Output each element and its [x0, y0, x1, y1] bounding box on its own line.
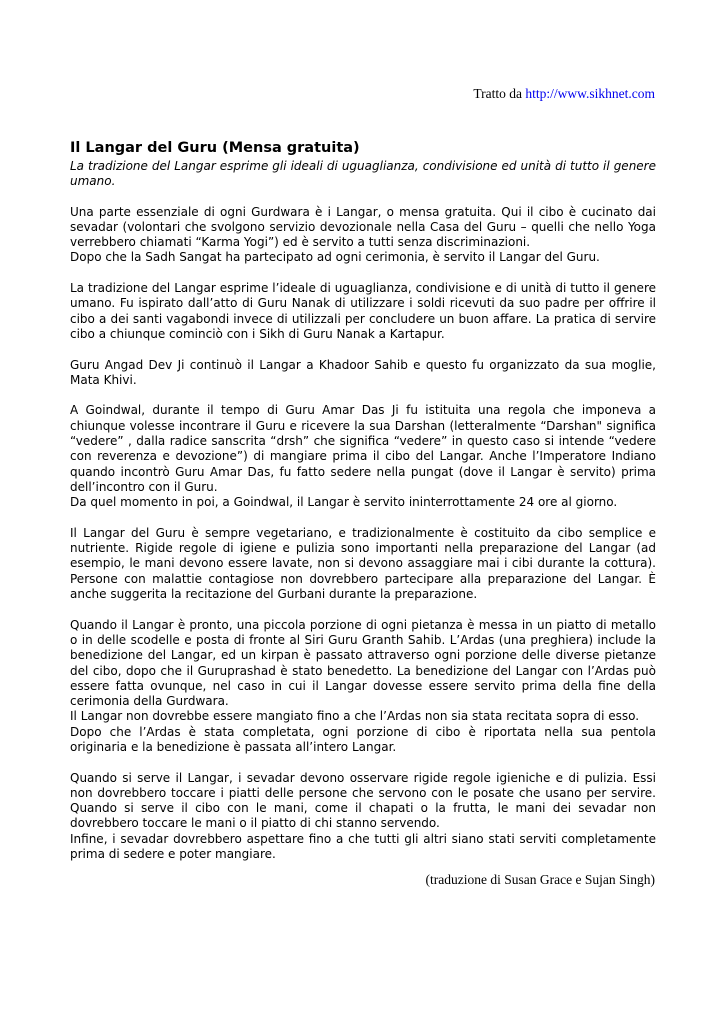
translation-credit: (traduzione di Susan Grace e Sujan Singh): [425, 872, 655, 887]
article-body: [70, 140, 656, 878]
paragraph: Quando il Langar è pronto, una piccola porzione di ogni pietanza è messa in un piatto di metallo o in delle scodelle e posta di fronte al Siri Guru Granth Sahib. L’Ardas (una preghiera) include la benedizione del Langar, ed un kirpan è passato attraverso ogni porzione delle diverse pietanze del cibo, dopo che il Guruprashad è stato benedetto. La benedizione del Langar con l’Ardas può essere fatta ovunque, nel caso in cui il Langar dovesse essere servito prima della fine della cerimonia della Gurdwara. Il Langar non dovrebbe essere mangiato fino a che l’Ardas non sia stata recitata sopra di esso. Dopo che l’Ardas è stata completata, ogni porzione di cibo è riportata nella sua pentola originaria e la benedizione è passata all’intero Langar.: [70, 617, 656, 754]
paragraph: Guru Angad Dev Ji continuò il Langar a Khadoor Sahib e questo fu organizzato da sua moglie, Mata Khivi.: [70, 357, 656, 387]
source-link[interactable]: http://www.sikhnet.com: [525, 86, 655, 101]
article-subtitle: La tradizione del Langar esprime gli ideali di uguaglianza, condivisione ed unità di tutto il genere umano.: [70, 159, 656, 189]
paragraph: Quando si serve il Langar, i sevadar devono osservare rigide regole igieniche e di pulizia. Essi non dovrebbero toccare i piatti delle persone che servono con le posate che usano per servire. Quando si serve il cibo con le mani, come il chapati o la frutta, le mani dei sevadar non dovrebbero toccare le mani o il piatto di chi stanno servendo. Infine, i sevadar dovrebbero aspettare fino a che tutti gli altri siano stati serviti completamente prima di sedere e poter mangiare.: [70, 770, 656, 862]
paragraph: A Goindwal, durante il tempo di Guru Amar Das Ji fu istituita una regola che imponeva a chiunque volesse incontrare il Guru e ricevere la sua Darshan (letteralmente “Darshan" significa “vedere” , dalla radice sanscrita “drsh” che significa “vedere” in questo caso si intende “vedere con reverenza e devozione”) di mangiare prima il cibo del Langar. Anche l’Imperatore Indiano quando incontrò Guru Amar Das, fu fatto sedere nella pungat (dove il Langar è servito) prima dell’incontro con il Guru. Da quel momento in poi, a Goindwal, il Langar è servito ininterrottamente 24 ore al giorno.: [70, 403, 656, 510]
source-line: [473, 86, 655, 102]
source-prefix: Tratto da: [473, 86, 526, 101]
paragraph: Una parte essenziale di ogni Gurdwara è i Langar, o mensa gratuita. Qui il cibo è cucinato dai sevadar (volontari che svolgono servizio devozionale nella Casa del Guru – quelli che nello Yoga verrebbero chiamati “Karma Yogi”) ed è servito a tutti senza discriminazioni. Dopo che la Sadh Sangat ha partecipato ad ogni cerimonia, è servito il Langar del Guru.: [70, 204, 656, 265]
article-title: Il Langar del Guru (Mensa gratuita): [70, 140, 360, 156]
paragraph: La tradizione del Langar esprime l’ideale di uguaglianza, condivisione e di unità di tutto il genere umano. Fu ispirato dall’atto di Guru Nanak di utilizzare i soldi ricevuti da suo padre per offrire il cibo a dei santi vagabondi invece di utilizzali per concludere un buon affare. La pratica di servire cibo a chiunque cominciò con i Sikh di Guru Nanak a Kartapur.: [70, 281, 656, 341]
paragraph: Il Langar del Guru è sempre vegetariano, e tradizionalmente è costituito da cibo semplice e nutriente. Rigide regole di igiene e pulizia sono importanti nella preparazione del Langar (ad esempio, le mani devono essere lavate, non si devono assaggiare mai i cibi durante la cottura). Persone con malattie contagiose non dovrebbero partecipare alla preparazione del Langar. È anche suggerita la recitazione del Gurbani durante la preparazione.: [70, 525, 656, 602]
